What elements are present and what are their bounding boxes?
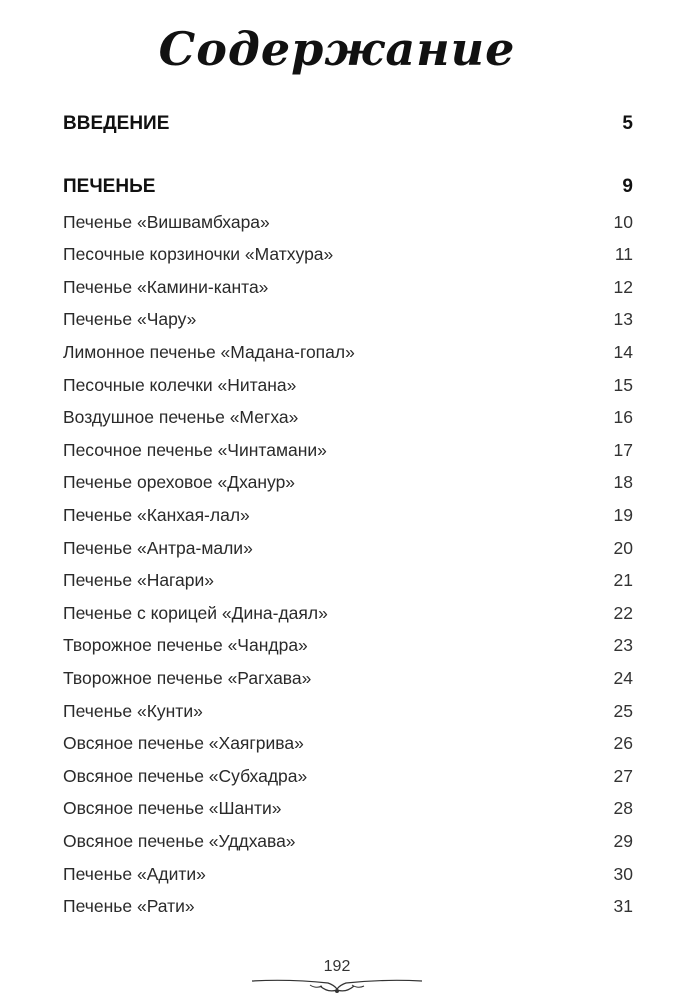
toc-item (63, 632, 633, 660)
toc-item (63, 730, 633, 758)
toc-item (63, 436, 633, 464)
toc-item (63, 860, 633, 888)
toc-item-label: Творожное печенье «Чандра» (63, 635, 308, 656)
toc-item-page: 18 (613, 472, 633, 493)
toc-item-page: 14 (613, 341, 633, 362)
toc-item-label: Печенье «Рати» (63, 896, 195, 917)
toc-section (63, 110, 633, 138)
toc-item-page: 21 (613, 570, 633, 591)
toc-item-label: Печенье ореховое «Дханур» (63, 472, 296, 493)
toc-item-label: Печенье с корицей «Дина-даял» (63, 602, 328, 623)
toc-item-page: 26 (613, 733, 633, 754)
toc-item (63, 599, 633, 627)
toc-item-page: 22 (613, 602, 633, 623)
toc-item-label: Овсяное печенье «Хаягрива» (63, 733, 304, 754)
toc-item-page: 24 (613, 667, 633, 688)
toc-item-label: Творожное печенье «Рагхава» (63, 667, 312, 688)
toc-item-page: 13 (613, 309, 633, 330)
toc-item-label: Овсяное печенье «Субхадра» (63, 765, 308, 786)
toc-section-page: 9 (622, 176, 633, 197)
toc-item (63, 534, 633, 562)
toc-item-label: Печенье «Адити» (63, 863, 206, 884)
toc-item-label: Печенье «Канхая-лал» (63, 504, 250, 525)
toc-item (63, 338, 633, 366)
toc-item (63, 795, 633, 823)
toc-item (63, 273, 633, 301)
toc-item-page: 12 (613, 276, 633, 297)
toc-item-label: Печенье «Нагари» (63, 570, 215, 591)
toc-item-page: 29 (613, 830, 633, 851)
toc-item (63, 762, 633, 790)
toc-item (63, 827, 633, 855)
toc-item-label: Печенье «Антра-мали» (63, 537, 253, 558)
toc-item-label: Песочные колечки «Нитана» (63, 374, 297, 395)
toc-item-page: 27 (613, 765, 633, 786)
toc-item-page: 10 (613, 211, 633, 232)
toc-item (63, 501, 633, 529)
toc-item (63, 208, 633, 236)
toc-item-label: Печенье «Камини-канта» (63, 276, 269, 297)
toc-item-label: Овсяное печенье «Уддхава» (63, 830, 296, 851)
toc-item-label: Песочные корзиночки «Матхура» (63, 244, 334, 265)
toc-item-label: Печенье «Чару» (63, 309, 197, 330)
toc-item (63, 567, 633, 595)
ornament-flourish (250, 977, 424, 995)
toc-item-label: Воздушное печенье «Мегха» (63, 407, 299, 428)
toc-item-page: 15 (613, 374, 633, 395)
toc-item-page: 17 (613, 439, 633, 460)
toc-item (63, 664, 633, 692)
toc-item-label: Печенье «Вишвамбхара» (63, 211, 270, 232)
toc-item (63, 697, 633, 725)
toc-item-page: 25 (613, 700, 633, 721)
toc-item-page: 28 (613, 798, 633, 819)
toc-item-page: 19 (613, 504, 633, 525)
toc-section-label: ПЕЧЕНЬЕ (63, 176, 156, 197)
toc-item-label: Лимонное печенье «Мадана-гопал» (63, 341, 355, 362)
toc-item-page: 20 (613, 537, 633, 558)
toc-item-page: 16 (613, 407, 633, 428)
toc-item-page: 31 (613, 896, 633, 917)
toc-item (63, 241, 633, 269)
toc-item-label: Печенье «Кунти» (63, 700, 203, 721)
page-number: 192 (323, 958, 351, 975)
toc-item-page: 23 (613, 635, 633, 656)
toc-item-label: Овсяное печенье «Шанти» (63, 798, 282, 819)
toc-item (63, 306, 633, 334)
toc-item-page: 30 (613, 863, 633, 884)
page-title: Содержание (158, 22, 516, 76)
toc-item (63, 371, 633, 399)
toc-item (63, 404, 633, 432)
toc-section-label: ВВЕДЕНИЕ (63, 113, 170, 134)
toc-item (63, 469, 633, 497)
toc-section (63, 173, 633, 201)
toc-section-page: 5 (622, 113, 633, 134)
toc-item-label: Песочное печенье «Чинтамани» (63, 439, 327, 460)
toc-item (63, 893, 633, 921)
toc-item-page: 11 (614, 244, 633, 265)
